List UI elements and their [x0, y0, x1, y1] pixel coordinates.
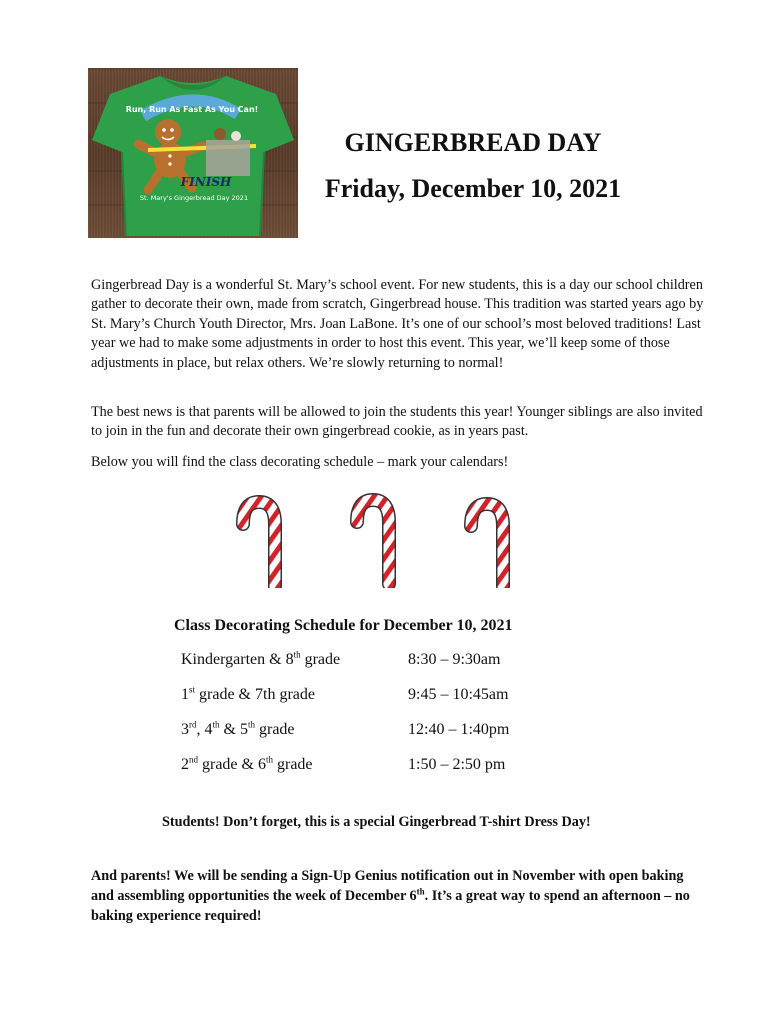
parents-paragraph: The best news is that parents will be allowed to join the students this year! Younger siblings are also invited to join in the fun and decorate their own gingerbread cookie, as in years past.	[91, 404, 703, 440]
candy-cane-icon	[471, 504, 503, 586]
page-title: GINGERBREAD DAY	[344, 128, 602, 157]
schedule-grade: 1st grade & 7th grade	[181, 684, 315, 703]
schedule-intro-paragraph: Below you will find the class decorating schedule – mark your calendars!	[91, 454, 509, 470]
shirt-finish-text: FINISH	[180, 175, 232, 189]
candy-cane-icon	[243, 502, 275, 586]
tshirt-image	[88, 68, 298, 238]
candy-cane-icon	[357, 500, 389, 584]
schedule-grade: Kindergarten & 8th grade	[181, 649, 341, 668]
shirt-text-top: Run, Run As Fast As You Can!	[125, 105, 259, 114]
schedule-time: 1:50 – 2:50 pm	[408, 756, 506, 773]
schedule-grade: 2nd grade & 6th grade	[181, 754, 313, 773]
shirt-caption: St. Mary's Gingerbread Day 2021	[139, 194, 249, 202]
schedule-grade: 3rd, 4th & 5th grade	[181, 719, 295, 738]
tshirt-reminder: Students! Don’t forget, this is a special Gingerbread T-shirt Dress Day!	[162, 814, 591, 830]
tshirt-graphic	[88, 68, 298, 238]
schedule-time: 12:40 – 1:40pm	[408, 721, 510, 738]
schedule-time: 9:45 – 10:45am	[408, 686, 509, 703]
intro-paragraph: Gingerbread Day is a wonderful St. Mary’s school event. For new students, this is a day our school children gather to decorate their own, made from scratch, Gingerbread house. This tradition was started years ago by St. Mary’s Church Youth Director, Mrs. Joan LaBone. It’s one of our school’s most beloved traditions! Last year we had to make some adjustments in order to host this event. This year, we’ll keep some of those adjustments in place, but relax others. We’re slowly returning to normal!	[91, 277, 704, 371]
candy-canes	[225, 488, 535, 588]
event-date: Friday, December 10, 2021	[324, 174, 622, 203]
schedule-title: Class Decorating Schedule for December 10, 2021	[174, 617, 513, 634]
schedule-time: 8:30 – 9:30am	[408, 651, 501, 668]
parents-note: And parents! We will be sending a Sign-Up Genius notification out in November with open baking and assembling opportunities the week of December 6th. It’s a great way to spend an afternoon – no baking experience required!	[91, 868, 690, 924]
